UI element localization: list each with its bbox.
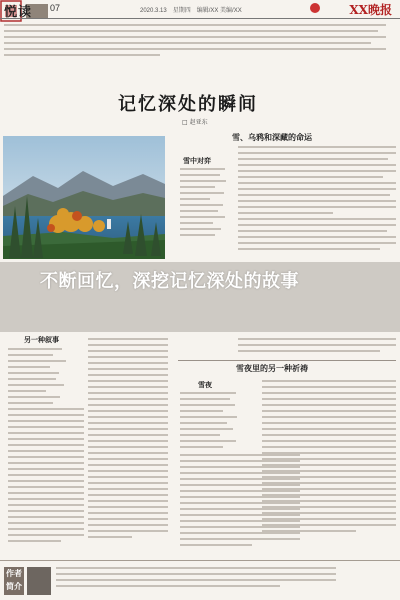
article-byline: □ 赵亚东: [182, 119, 208, 126]
issue-meta: 2020.3.13 星期四 编辑/XX 美编/XX: [140, 8, 242, 14]
author-footer: [0, 560, 400, 600]
section-title: 悦读: [4, 5, 33, 20]
right-column-heading: 雪、乌鸦和深藏的命运: [232, 132, 312, 142]
landscape-photo: [3, 136, 165, 259]
page-header: [0, 0, 400, 19]
subhead-another-narrative: 另一种叙事: [24, 335, 59, 344]
subhead-snow-night: 雪夜: [198, 380, 212, 389]
author-intro-label: 作者简介: [4, 567, 24, 595]
right-column-text-2: [238, 338, 396, 356]
subhead-snow-night-prayer: 雪夜里的另一种祈祷: [236, 363, 308, 373]
masthead-logo-icon: [310, 3, 320, 13]
middle-column-text: [88, 338, 168, 542]
left-poem-block: [8, 348, 72, 408]
snow-night-poem: [180, 392, 242, 452]
author-photo: [27, 567, 51, 595]
left-column-text: [8, 408, 84, 546]
author-bio-text: [56, 567, 336, 591]
subhead-snow-chess: 雪中对弈: [183, 156, 211, 165]
headline-banner: 不断回忆，深挖记忆深处的故事: [40, 271, 299, 292]
masthead: XX晚报: [349, 3, 392, 17]
right-column-text-1: [238, 146, 396, 254]
right-column-text-3: [262, 380, 396, 536]
article-title: 记忆深处的瞬间: [118, 94, 258, 115]
poem-block-1: [180, 168, 230, 240]
page-number: 07: [50, 3, 61, 13]
intro-text-block: [4, 24, 394, 60]
section-divider: [178, 360, 396, 361]
